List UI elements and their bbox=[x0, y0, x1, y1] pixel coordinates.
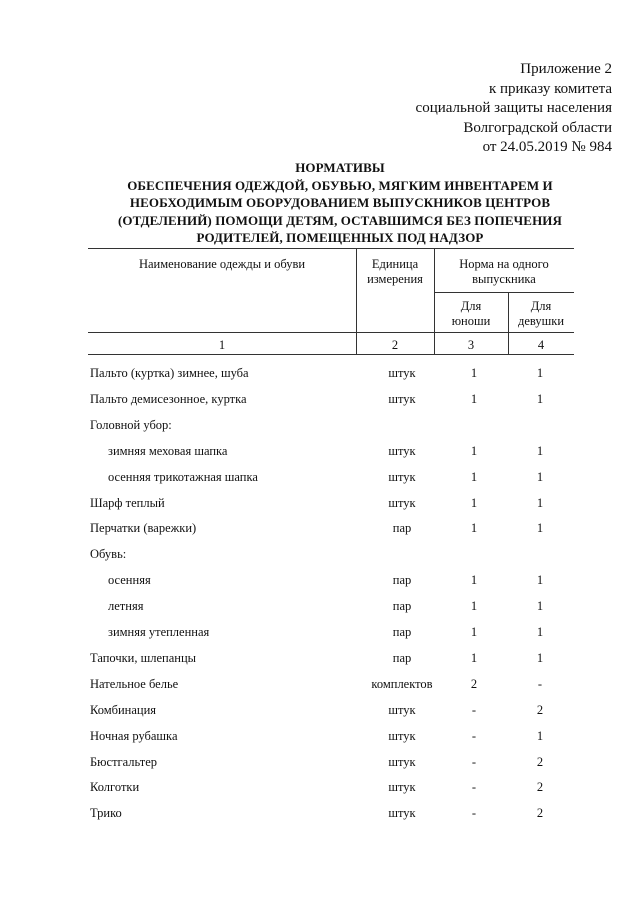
row-unit: штук bbox=[388, 702, 416, 717]
row-unit: пар bbox=[392, 650, 412, 665]
row-item-name: летняя bbox=[108, 599, 144, 614]
row-norm-boys: 1 bbox=[470, 625, 478, 639]
header-boys: Для юноши bbox=[451, 299, 491, 328]
norm-subheader-border bbox=[434, 292, 574, 293]
table-row bbox=[88, 392, 574, 418]
appendix-block bbox=[416, 60, 612, 158]
table-row bbox=[88, 625, 574, 651]
row-norm-girls: 1 bbox=[536, 443, 544, 458]
row-norm-girls: 1 bbox=[536, 495, 544, 510]
table-row bbox=[88, 366, 574, 392]
row-norm-girls: - bbox=[537, 676, 543, 691]
row-item-name: осенняя трикотажная шапка bbox=[108, 469, 258, 484]
row-unit: штук bbox=[388, 728, 416, 743]
row-item-name: зимняя меховая шапка bbox=[108, 443, 228, 458]
row-unit: штук bbox=[388, 391, 416, 406]
header-norm: Норма на одного выпускника bbox=[459, 257, 549, 286]
table-row bbox=[88, 651, 574, 677]
row-unit: пар bbox=[392, 521, 412, 536]
row-item-name: Колготки bbox=[90, 780, 140, 795]
column-number-4: 4 bbox=[537, 338, 545, 352]
table-row bbox=[88, 547, 574, 573]
row-norm-girls: 1 bbox=[536, 728, 544, 743]
row-unit: штук bbox=[388, 780, 416, 795]
table-row bbox=[88, 444, 574, 470]
header-mid-border bbox=[88, 332, 574, 333]
row-norm-boys: - bbox=[471, 702, 477, 717]
row-norm-boys: - bbox=[471, 780, 477, 795]
row-norm-girls: 2 bbox=[536, 780, 544, 795]
row-norm-boys: 1 bbox=[470, 650, 478, 665]
header-bottom-border bbox=[88, 354, 574, 355]
row-norm-boys: - bbox=[471, 806, 477, 821]
row-unit: штук bbox=[388, 443, 416, 458]
row-norm-girls: 1 bbox=[536, 599, 544, 614]
row-norm-boys: 1 bbox=[470, 443, 478, 458]
row-norm-boys: 1 bbox=[470, 599, 478, 614]
table-row bbox=[88, 677, 574, 703]
row-norm-boys: 2 bbox=[470, 676, 478, 691]
table-row bbox=[88, 470, 574, 496]
table-row bbox=[88, 496, 574, 522]
row-norm-girls: 1 bbox=[536, 573, 544, 588]
title-line: РОДИТЕЛЕЙ, ПОМЕЩЕННЫХ ПОД НАДЗОР bbox=[196, 230, 484, 245]
appendix-line: Волгоградской области bbox=[463, 119, 612, 136]
column-number-2: 2 bbox=[391, 338, 399, 352]
header-top-border bbox=[88, 248, 574, 249]
row-item-name: Комбинация bbox=[90, 702, 157, 717]
column-number-1: 1 bbox=[218, 338, 226, 352]
row-unit: штук bbox=[388, 366, 416, 380]
row-norm-boys: - bbox=[471, 728, 477, 743]
row-item-name: Трико bbox=[90, 806, 122, 821]
row-item-name: Перчатки (варежки) bbox=[90, 521, 197, 536]
row-norm-boys: 1 bbox=[470, 469, 478, 484]
row-norm-girls: 1 bbox=[536, 521, 544, 536]
row-item-name: Ночная рубашка bbox=[90, 728, 178, 743]
table-row bbox=[88, 780, 574, 806]
row-item-name: зимняя утепленная bbox=[108, 625, 210, 639]
row-norm-girls: 2 bbox=[536, 702, 544, 717]
column-number-3: 3 bbox=[467, 338, 475, 352]
row-item-name: Пальто демисезонное, куртка bbox=[90, 391, 247, 406]
table-row bbox=[88, 521, 574, 547]
row-item-name: Обувь: bbox=[90, 547, 127, 562]
row-norm-girls: 2 bbox=[536, 754, 544, 769]
row-norm-girls: 1 bbox=[536, 391, 544, 406]
appendix-line: от 24.05.2019 № 984 bbox=[482, 139, 612, 155]
row-norm-boys: 1 bbox=[470, 366, 478, 380]
row-norm-boys: 1 bbox=[470, 391, 478, 406]
row-item-name: Головной убор: bbox=[90, 417, 172, 432]
table-row bbox=[88, 806, 574, 832]
appendix-line: к приказу комитета bbox=[488, 80, 612, 97]
header-girls: Для девушки bbox=[517, 299, 565, 328]
row-norm-girls: 1 bbox=[536, 650, 544, 665]
row-unit: пар bbox=[392, 625, 412, 639]
row-norm-boys: 1 bbox=[470, 573, 478, 588]
row-norm-girls: 1 bbox=[536, 625, 544, 639]
row-norm-boys: - bbox=[471, 754, 477, 769]
row-item-name: осенняя bbox=[108, 573, 151, 588]
table-row bbox=[88, 573, 574, 599]
table-row bbox=[88, 418, 574, 444]
title-line: НЕОБХОДИМЫМ ОБОРУДОВАНИЕМ ВЫПУСКНИКОВ ЦЕНТРОВ bbox=[129, 195, 551, 210]
row-unit: штук bbox=[388, 469, 416, 484]
table-row bbox=[88, 755, 574, 781]
row-unit: штук bbox=[388, 495, 416, 510]
document-title bbox=[90, 159, 590, 247]
row-norm-girls: 1 bbox=[536, 469, 544, 484]
row-item-name: Тапочки, шлепанцы bbox=[90, 650, 197, 665]
row-item-name: Пальто (куртка) зимнее, шуба bbox=[90, 366, 249, 380]
row-item-name: Бюстгальтер bbox=[90, 754, 158, 769]
title-line: НОРМАТИВЫ bbox=[295, 160, 385, 175]
row-norm-girls: 1 bbox=[536, 366, 544, 380]
appendix-line: социальной защиты населения bbox=[415, 100, 612, 116]
title-line: (ОТДЕЛЕНИЙ) ПОМОЩИ ДЕТЯМ, ОСТАВШИМСЯ БЕЗ ПОПЕЧЕНИЯ bbox=[118, 212, 562, 228]
header-unit: Единица измерения bbox=[367, 257, 423, 286]
row-unit: штук bbox=[388, 754, 416, 769]
title-line: ОБЕСПЕЧЕНИЯ ОДЕЖДОЙ, ОБУВЬЮ, МЯГКИМ ИНВЕНТАРЕМ И bbox=[127, 177, 553, 193]
row-norm-girls: 2 bbox=[536, 806, 544, 821]
header-name: Наименование одежды и обуви bbox=[138, 257, 306, 271]
row-unit: комплектов bbox=[371, 676, 433, 691]
row-unit: штук bbox=[388, 806, 416, 821]
row-item-name: Нательное белье bbox=[90, 676, 179, 691]
row-item-name: Шарф теплый bbox=[90, 495, 165, 510]
table-row bbox=[88, 703, 574, 729]
table-row bbox=[88, 729, 574, 755]
table-row bbox=[88, 599, 574, 625]
row-norm-boys: 1 bbox=[470, 495, 478, 510]
row-norm-boys: 1 bbox=[470, 521, 478, 536]
appendix-line: Приложение 2 bbox=[520, 61, 612, 77]
row-unit: пар bbox=[392, 599, 412, 614]
row-unit: пар bbox=[392, 573, 412, 588]
